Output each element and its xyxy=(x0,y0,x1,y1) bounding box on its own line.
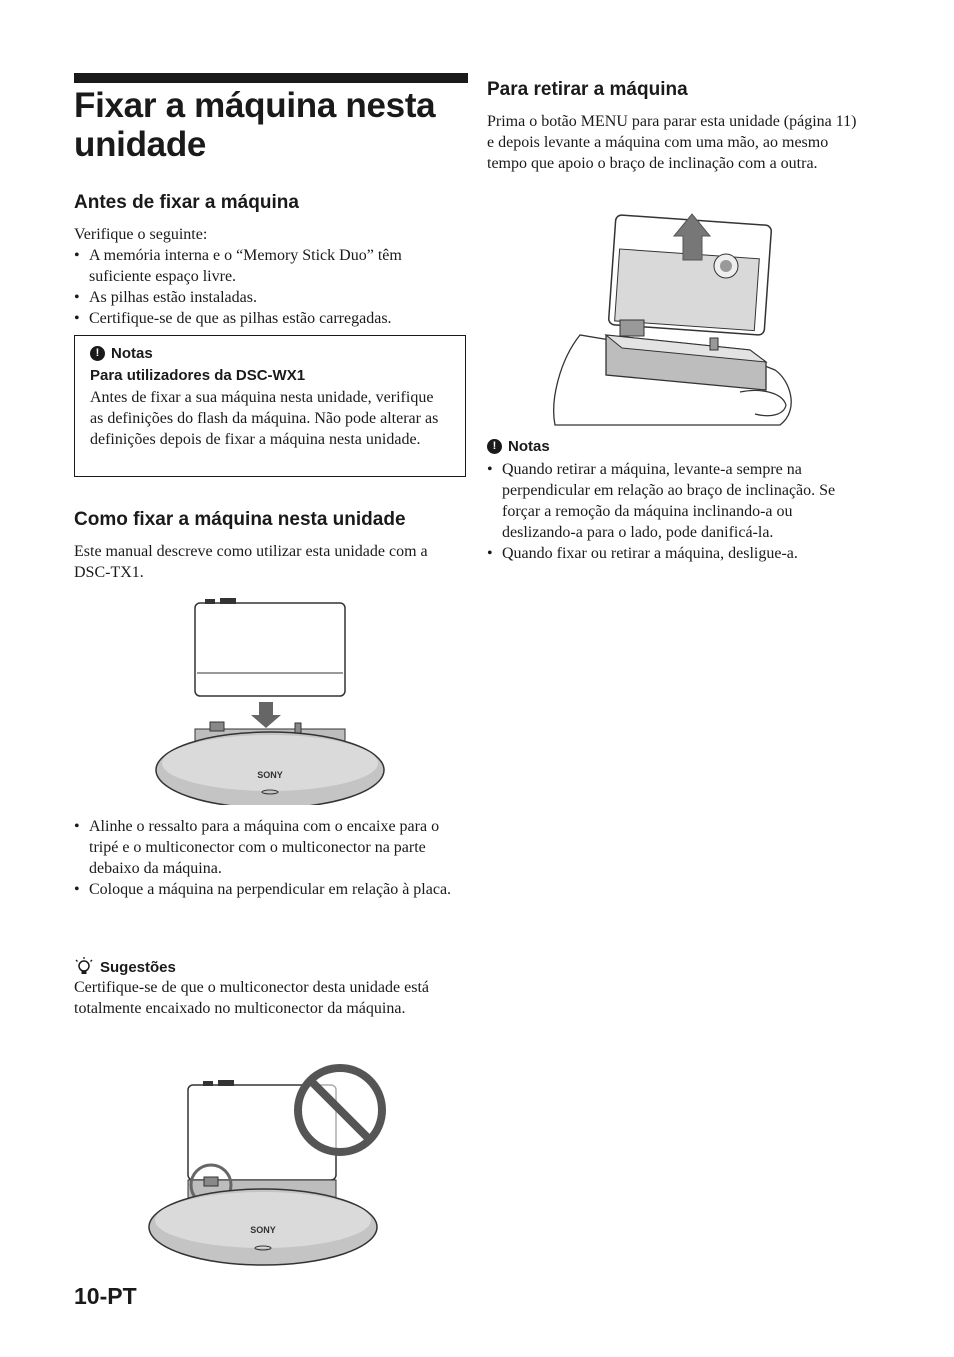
list-item: • A memória interna e o “Memory Stick Duo” têm suficiente espaço livre. xyxy=(74,245,466,287)
notes-box-heading xyxy=(90,345,153,362)
lightbulb-icon xyxy=(74,957,94,977)
list-item: • Coloque a máquina na perpendicular em relação à placa. xyxy=(74,879,468,900)
title-rule xyxy=(74,73,468,83)
notes-right-heading xyxy=(487,438,550,455)
note-icon: ! xyxy=(487,439,502,454)
notes-label: Notas xyxy=(508,438,550,455)
list-item: • As pilhas estão instaladas. xyxy=(74,287,466,308)
note-icon: ! xyxy=(90,346,105,361)
sony-logo: SONY xyxy=(257,770,283,780)
prohibited-icon xyxy=(298,1068,382,1152)
notes-box-subheading: Para utilizadores da DSC-WX1 xyxy=(90,367,306,384)
page-title: Fixar a máquina nesta unidade xyxy=(74,86,436,164)
tips-label: Sugestões xyxy=(100,958,176,976)
notes-box xyxy=(74,335,466,477)
section-attach-intro: Este manual descreve como utilizar esta unidade com a DSC-TX1. xyxy=(74,543,428,581)
tips-text: Certifique-se de que o multiconector desta unidade está totalmente encaixado no multiconector da máquina. xyxy=(74,979,429,1017)
section-before-body xyxy=(74,224,466,329)
section-attach-bullets xyxy=(74,816,468,900)
page-number: 10-PT xyxy=(74,1283,137,1309)
tips-heading xyxy=(74,957,176,977)
incorrect-illustration xyxy=(148,1060,393,1270)
section-remove-text: Prima o botão MENU para parar esta unidade (página 11) e depois levante a máquina com uma mão, ao mesmo tempo que apoio o braço de inclinação com a outra. xyxy=(487,113,857,172)
notes-label: Notas xyxy=(111,345,153,362)
section-before-heading: Antes de fixar a máquina xyxy=(74,192,299,213)
notes-right-bullets xyxy=(487,459,867,564)
section-before-intro: Verifique o seguinte: xyxy=(74,226,208,243)
list-item: • Quando fixar ou retirar a máquina, desligue-a. xyxy=(487,543,867,564)
notes-box-text: Antes de fixar a sua máquina nesta unidade, verifique as definições do flash da máquina. Não pode alterar as definições depois de fixar a máquina nesta unidade. xyxy=(90,389,439,448)
list-item: • Alinhe o ressalto para a máquina com o encaixe para o tripé e o multiconector com o multiconector na parte debaixo da máquina. xyxy=(74,816,468,879)
sony-logo: SONY xyxy=(250,1225,276,1235)
remove-illustration xyxy=(550,210,810,430)
attach-illustration xyxy=(150,595,390,805)
list-item: • Quando retirar a máquina, levante-a sempre na perpendicular em relação ao braço de inclinação. Se forçar a remoção da máquina inclinando-a ou deslizando-a para o lado, pode danificá-la. xyxy=(487,459,867,543)
section-attach-heading: Como fixar a máquina nesta unidade xyxy=(74,509,406,530)
section-remove-heading: Para retirar a máquina xyxy=(487,79,688,100)
list-item: • Certifique-se de que as pilhas estão carregadas. xyxy=(74,308,466,329)
